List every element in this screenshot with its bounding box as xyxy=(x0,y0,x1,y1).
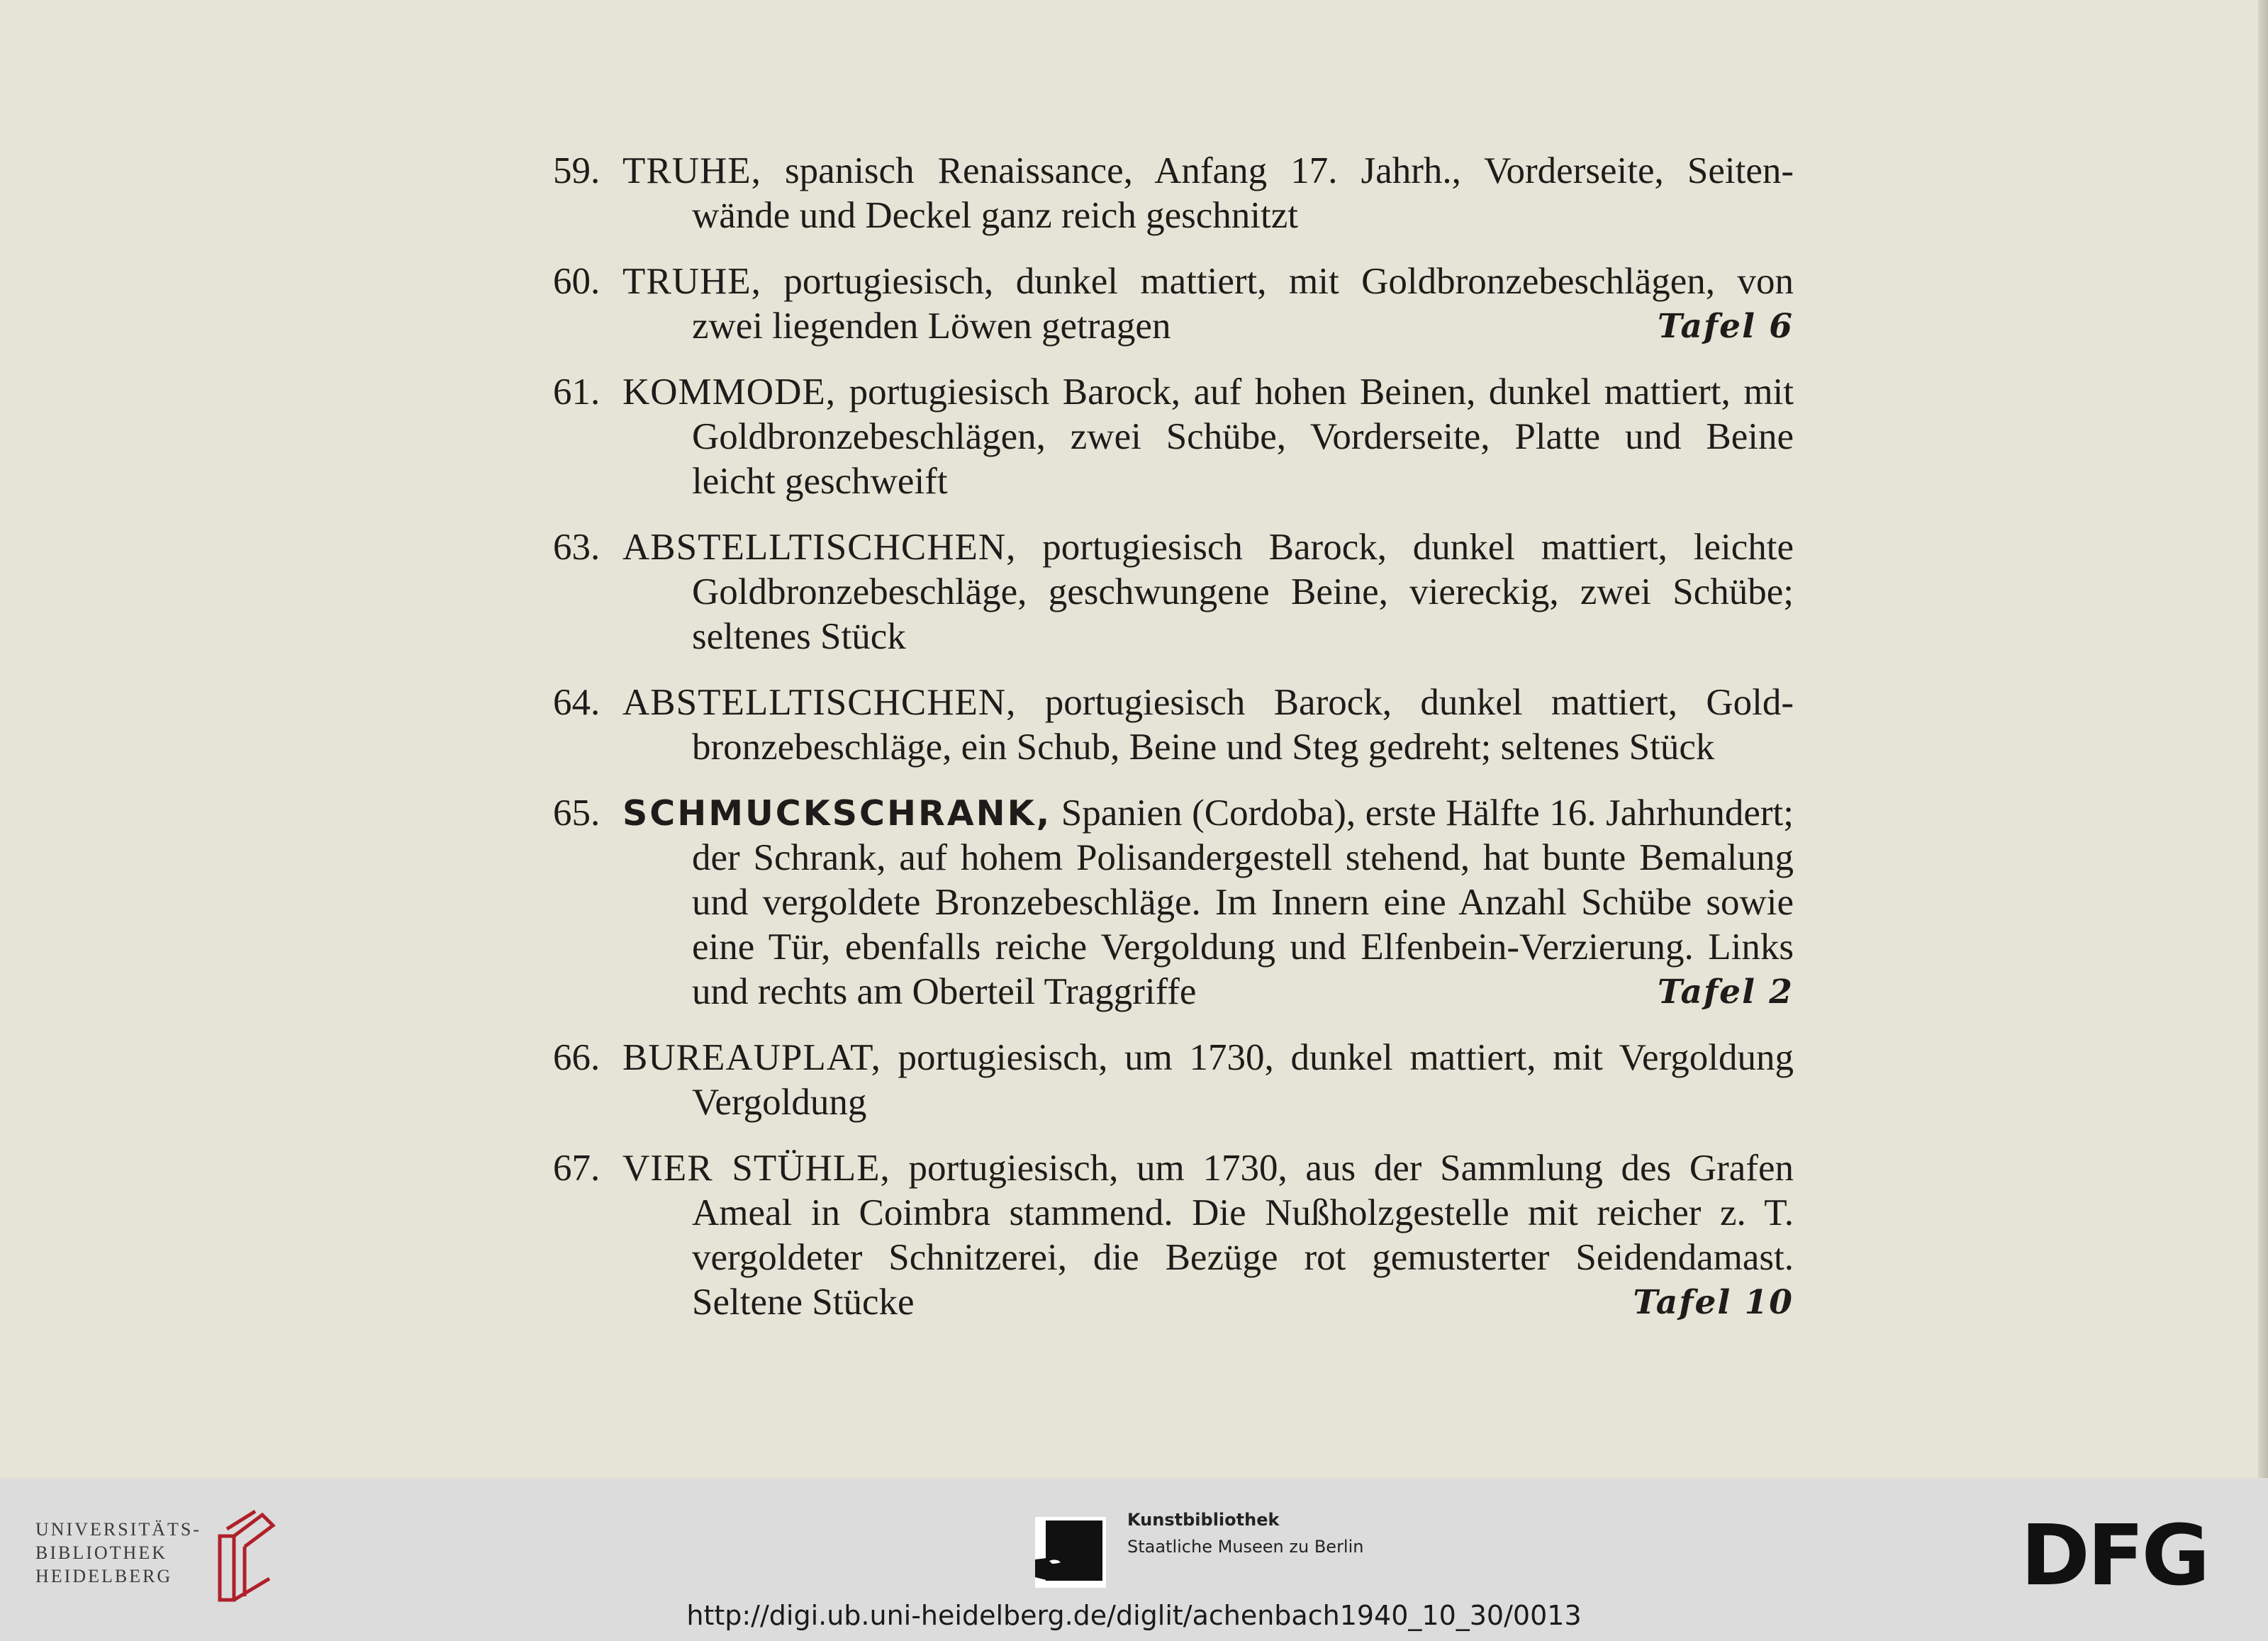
entry-line xyxy=(622,681,1794,725)
entry-text: leicht geschweift xyxy=(692,461,948,502)
entry-text: Goldbronzebeschlägen, zwei Schübe, Vorderseite, Platte und Beine xyxy=(692,416,1794,457)
entry-line xyxy=(692,970,1794,1014)
entry-text: seltenes Stück xyxy=(692,616,906,657)
entry-number: 60. xyxy=(553,261,600,302)
entry-text: zwei liegenden Löwen getragen xyxy=(692,306,1171,347)
entry-text: Ameal in Coimbra stammend. Die Nußholzgestelle mit reicher z. T. xyxy=(692,1192,1794,1233)
entry-line xyxy=(692,415,1794,459)
entry-line xyxy=(622,525,1794,570)
plate-reference: Tafel 2 xyxy=(1658,973,1794,1012)
entry-text: Seltene Stücke xyxy=(692,1282,915,1323)
entry-line xyxy=(692,1191,1794,1236)
entry-title: KOMMODE, xyxy=(622,371,836,413)
entry-line xyxy=(692,1236,1794,1280)
entry-line xyxy=(692,880,1794,925)
catalog-entry xyxy=(553,791,1794,1014)
ub-line-1: UNIVERSITÄTS- xyxy=(35,1519,201,1540)
entry-line xyxy=(622,149,1794,194)
entry-title: TRUHE, xyxy=(622,150,761,191)
entry-title: ABSTELLTISCHCHEN, xyxy=(622,527,1017,568)
kunstbibliothek-subtitle: Staatliche Museen zu Berlin xyxy=(1127,1537,1364,1557)
entry-text: portugiesisch Barock, dunkel mattiert, Gold- xyxy=(1044,682,1794,723)
entry-line xyxy=(622,1146,1794,1191)
source-url[interactable]: http://digi.ub.uni-heidelberg.de/diglit/achenbach1940_10_30/0013 xyxy=(686,1600,1582,1631)
entry-number: 63. xyxy=(553,527,600,568)
dfg-logo-text: DFG xyxy=(2021,1517,2208,1591)
plate-reference: Tafel 6 xyxy=(1658,307,1794,346)
entry-text: portugiesisch Barock, auf hohen Beinen, dunkel mattiert, mit xyxy=(849,371,1794,413)
entry-line xyxy=(622,1036,1794,1080)
entry-number: 59. xyxy=(553,150,600,191)
entry-text: vergoldeter Schnitzerei, die Bezüge rot gemusterter Seidendamast. xyxy=(692,1237,1794,1278)
entry-line xyxy=(692,836,1794,880)
catalog-entry xyxy=(553,1146,1794,1325)
catalog-entry xyxy=(553,259,1794,349)
entry-text: portugiesisch Barock, dunkel mattiert, leichte xyxy=(1042,527,1794,568)
entry-title: BUREAUPLAT, xyxy=(622,1037,881,1078)
plate-reference: Tafel 10 xyxy=(1633,1283,1794,1322)
entry-line xyxy=(692,304,1794,349)
ub-line-3: HEIDELBERG xyxy=(35,1566,173,1586)
catalog-entry xyxy=(553,149,1794,238)
entry-title: VIER STÜHLE, xyxy=(622,1148,890,1189)
entry-text: Spanien (Cordoba), erste Hälfte 16. Jahrhundert; xyxy=(1061,793,1794,834)
entry-text: spanisch Renaissance, Anfang 17. Jahrh., Vorderseite, Seiten- xyxy=(785,150,1794,191)
kunstbibliothek-title: Kunstbibliothek xyxy=(1127,1510,1280,1530)
entry-text: portugiesisch, um 1730, dunkel mattiert, mit Vergoldung xyxy=(898,1037,1794,1078)
entry-title: TRUHE, xyxy=(622,261,761,302)
ub-line-2: BIBLIOTHEK xyxy=(35,1542,167,1563)
entry-number: 65. xyxy=(553,793,600,834)
entry-number: 67. xyxy=(553,1148,600,1189)
kunstbibliothek-icon xyxy=(1035,1517,1106,1588)
entry-line xyxy=(622,370,1794,415)
catalog-entry xyxy=(553,525,1794,659)
catalog-entry xyxy=(553,1036,1794,1125)
catalog-entry xyxy=(553,681,1794,770)
ub-logo-text xyxy=(35,1518,201,1588)
entry-line xyxy=(692,194,1794,238)
entry-line xyxy=(692,925,1794,970)
entry-title: SCHMUCKSCHRANK, xyxy=(622,793,1052,834)
entry-line xyxy=(622,259,1794,304)
entry-text: und vergoldete Bronzebeschläge. Im Innern eine Anzahl Schübe sowie xyxy=(692,882,1794,923)
catalog-entry xyxy=(553,370,1794,504)
entry-text: bronzebeschläge, ein Schub, Beine und Steg gedreht; seltenes Stück xyxy=(692,727,1715,768)
entry-title: ABSTELLTISCHCHEN, xyxy=(622,682,1017,723)
ub-heidelberg-logo[interactable] xyxy=(35,1508,276,1614)
entry-text: portugiesisch, dunkel mattiert, mit Goldbronzebeschlägen, von xyxy=(783,261,1794,302)
entry-number: 61. xyxy=(553,371,600,413)
entry-text: Goldbronzebeschläge, geschwungene Beine, viereckig, zwei Schübe; xyxy=(692,571,1794,612)
entry-number: 64. xyxy=(553,682,600,723)
entry-text: der Schrank, auf hohem Polisandergestell stehend, hat bunte Bemalung xyxy=(692,837,1794,878)
entry-line xyxy=(692,1080,1794,1125)
entry-number: 66. xyxy=(553,1037,600,1078)
entry-line xyxy=(622,791,1794,836)
footer-bar xyxy=(0,1478,2268,1641)
entry-line xyxy=(692,459,1794,504)
entry-line xyxy=(692,1280,1794,1325)
entry-line xyxy=(692,725,1794,770)
kunstbibliothek-logo[interactable] xyxy=(1035,1510,1432,1581)
entry-text: wände und Deckel ganz reich geschnitzt xyxy=(692,195,1298,236)
catalog-entries xyxy=(553,149,1794,1346)
entry-text: Vergoldung xyxy=(692,1082,867,1123)
entry-text: und rechts am Oberteil Traggriffe xyxy=(692,971,1197,1012)
dfg-logo[interactable] xyxy=(2021,1517,2240,1591)
entry-text: eine Tür, ebenfalls reiche Vergoldung und Elfenbein-Verzierung. Links xyxy=(692,926,1794,968)
entry-line xyxy=(692,615,1794,659)
entry-line xyxy=(692,570,1794,615)
ub-bookmark-icon xyxy=(206,1508,276,1607)
entry-text: portugiesisch, um 1730, aus der Sammlung des Grafen xyxy=(908,1148,1794,1189)
page-edge xyxy=(2258,0,2268,1478)
